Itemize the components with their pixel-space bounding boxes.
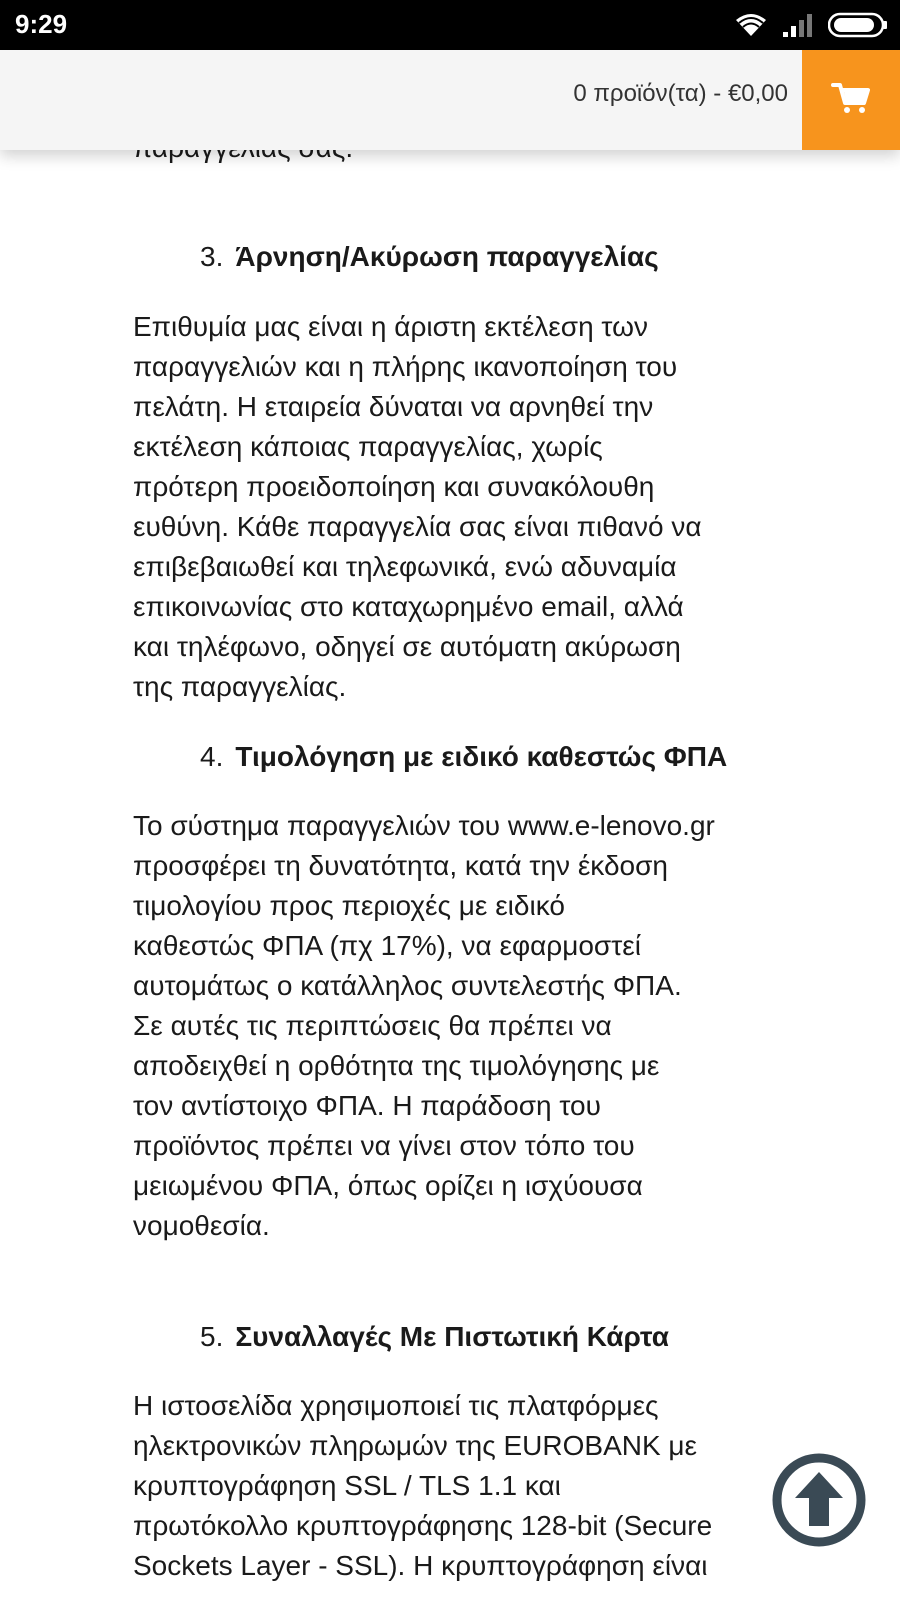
section-heading [200, 1317, 669, 1357]
paragraph-line: πελάτη. Η εταιρεία δύναται να αρνηθεί την [133, 391, 654, 422]
paragraph-line: τον αντίστοιχο ΦΠΑ. Η παράδοση του [133, 1090, 601, 1121]
status-bar [0, 0, 900, 50]
section-heading [200, 237, 659, 277]
paragraph-line: ηλεκτρονικών πληρωμών της EUROBANK με [133, 1430, 698, 1461]
paragraph-line: παραγγελιών και η πλήρης ικανοποίηση του [133, 351, 678, 382]
shopping-cart-icon [831, 81, 871, 120]
paragraph-line: Το σύστημα παραγγελιών του www.e-lenovo.gr [133, 810, 715, 841]
signal-icon [782, 12, 814, 43]
paragraph-line: προσφέρει τη δυνατότητα, κατά την έκδοση [133, 850, 668, 881]
site-header [0, 50, 900, 150]
paragraph-line: εκτέλεση κάποιας παραγγελίας, χωρίς [133, 431, 603, 462]
section-title: Τιμολόγηση με ειδικό καθεστώς ΦΠΑ [235, 741, 728, 772]
paragraph-line: Η ιστοσελίδα χρησιμοποιεί τις πλατφόρμες [133, 1390, 659, 1421]
paragraph-line: ευθύνη. Κάθε παραγγελία σας είναι πιθανό να [133, 511, 702, 542]
paragraph-line: πρότερη προειδοποίηση και συνακόλουθη [133, 471, 655, 502]
section-title: Συναλλαγές Με Πιστωτική Κάρτα [235, 1321, 669, 1352]
paragraph-line: καθεστώς ΦΠΑ (πχ 17%), να εφαρμοστεί [133, 930, 641, 961]
paragraph-line: προϊόντος πρέπει να γίνει στον τόπο του [133, 1130, 635, 1161]
status-icons [734, 12, 888, 43]
paragraph-line: και τηλέφωνο, οδηγεί σε αυτόματη ακύρωση [133, 631, 681, 662]
section-title: Άρνηση/Ακύρωση παραγγελίας [235, 241, 659, 272]
battery-icon [828, 12, 888, 43]
cart-button[interactable] [802, 50, 900, 150]
status-time: 9:29 [15, 9, 68, 39]
paragraph-line: της παραγγελίας. [133, 671, 347, 702]
section-heading [200, 737, 727, 777]
section-number: 5. [200, 1321, 224, 1352]
section-paragraph [133, 1386, 773, 1586]
paragraph-line: Sockets Layer - SSL). Η κρυπτογράφηση είναι [133, 1550, 708, 1581]
paragraph-line: επικοινωνίας στο καταχωρημένο email, αλλά [133, 591, 684, 622]
section-number: 4. [200, 741, 224, 772]
section-paragraph [133, 806, 773, 1246]
scroll-to-top-button[interactable] [771, 1452, 867, 1548]
paragraph-line: τιμολογίου προς περιοχές με ειδικό [133, 890, 565, 921]
arrow-up-icon [771, 1535, 867, 1552]
cart-summary[interactable]: 0 προϊόν(τα) - €0,00 [573, 80, 788, 107]
section-paragraph [133, 307, 773, 707]
section-number: 3. [200, 241, 224, 272]
paragraph-line: νομοθεσία. [133, 1210, 270, 1241]
paragraph-line: αποδειχθεί η ορθότητα της τιμολόγησης με [133, 1050, 660, 1081]
paragraph-line: Επιθυμία μας είναι η άριστη εκτέλεση των [133, 311, 648, 342]
paragraph-line: μειωμένου ΦΠΑ, όπως ορίζει η ισχύουσα [133, 1170, 643, 1201]
paragraph-line: Σε αυτές τις περιπτώσεις θα πρέπει να [133, 1010, 612, 1041]
paragraph-line: πρωτόκολλο κρυπτογράφησης 128-bit (Secure [133, 1510, 713, 1541]
wifi-icon [734, 12, 768, 43]
paragraph-line: κρυπτογράφηση SSL / TLS 1.1 και [133, 1470, 561, 1501]
paragraph-line: αυτομάτως ο κατάλληλος συντελεστής ΦΠΑ. [133, 970, 682, 1001]
paragraph-line: επιβεβαιωθεί και τηλεφωνικά, ενώ αδυναμία [133, 551, 677, 582]
